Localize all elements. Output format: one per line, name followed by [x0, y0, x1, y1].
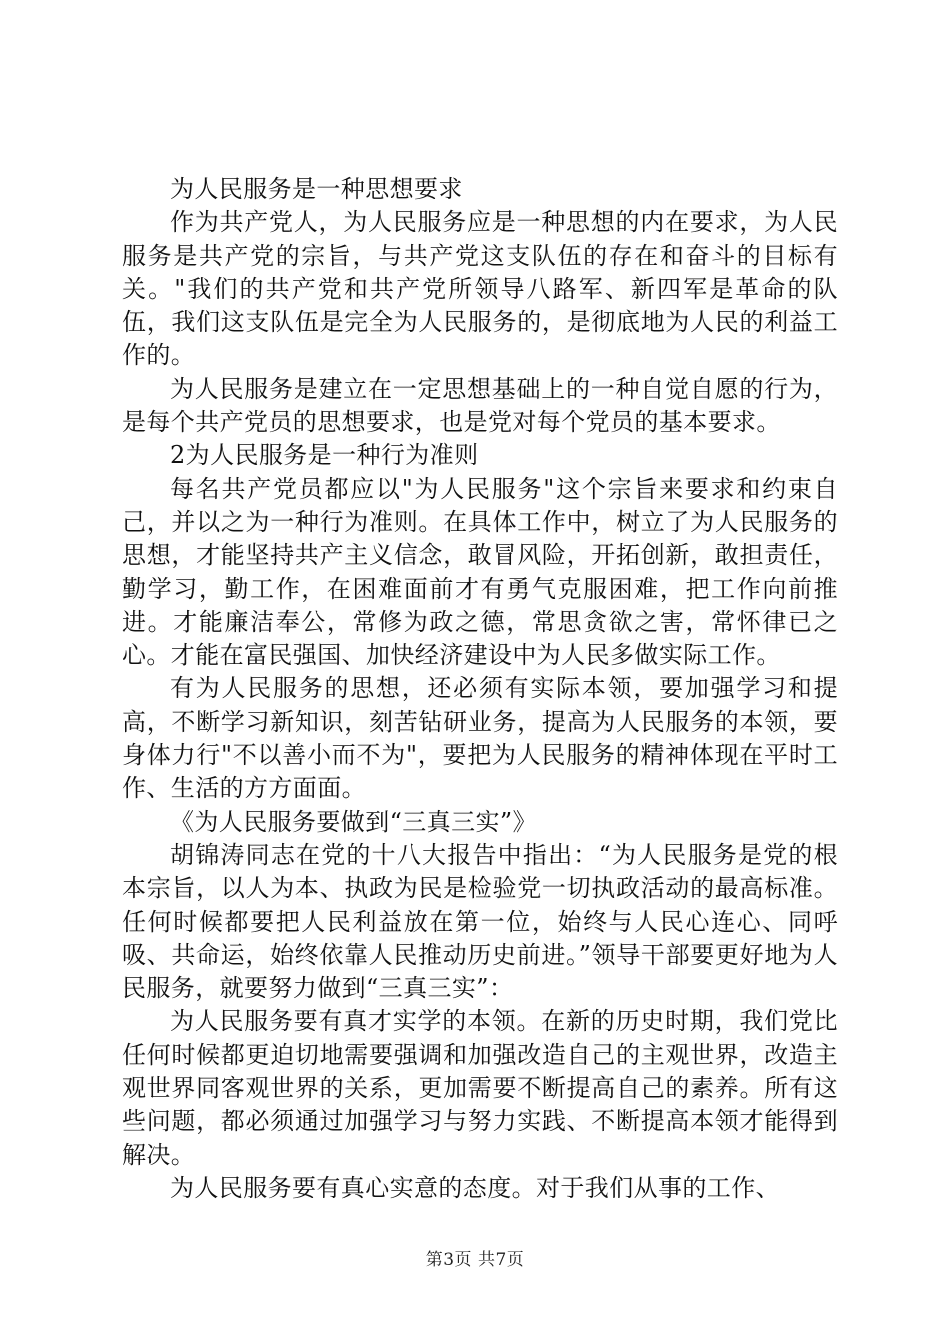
paragraph: 胡锦涛同志在党的十八大报告中指出：“为人民服务是党的根本宗旨，以人为本、执政为民是检验党一切执政活动的最高标准。任何时候都要把人民利益放在第一位，始终与人民心连心、同呼吸、共命运，始终依靠人民推动历史前进。”领导干部要更好地为人民服务，就要努力做到“三真三实”： — [122, 840, 838, 1003]
paragraph: 为人民服务要有真才实学的本领。在新的历史时期，我们党比任何时候都更迫切地需要强调和加强改造自己的主观世界，改造主观世界同客观世界的关系，更加需要不断提高自己的素养。所有这些问题，都必须通过加强学习与努力实践、不断提高本领才能得到解决。 — [122, 1007, 838, 1169]
paragraph: 为人民服务是建立在一定思想基础上的一种自觉自愿的行为，是每个共产党员的思想要求，也是党对每个党员的基本要求。 — [122, 374, 838, 437]
paragraph-heading-three-true-three-real: 《为人民服务要做到“三真三实”》 — [170, 807, 537, 836]
paragraph: 为人民服务要有真心实意的态度。对于我们从事的工作、 — [170, 1173, 780, 1202]
page-number-footer: 第3页 共7页 — [425, 1250, 525, 1270]
paragraph-heading-behavior-rule: 2为人民服务是一种行为准则 — [170, 441, 479, 470]
paragraph: 有为人民服务的思想，还必须有实际本领，要加强学习和提高，不断学习新知识，刻苦钻研业务，提高为人民服务的本领，要身体力行"不以善小而不为"，要把为人民服务的精神体现在平时工作、生活的方方面面。 — [122, 674, 838, 803]
paragraph: 每名共产党员都应以"为人民服务"这个宗旨来要求和约束自己，并以之为一种行为准则。在具体工作中，树立了为人民服务的思想，才能坚持共产主义信念，敢冒风险，开拓创新，敢担责任，勤学习，勤工作，在困难面前才有勇气克服困难，把工作向前推进。才能廉洁奉公，常修为政之德，常思贪欲之害，常怀律已之心。才能在富民强国、加快经济建设中为人民多做实际工作。 — [122, 474, 838, 670]
paragraph-heading-thought-requirement: 为人民服务是一种思想要求 — [170, 175, 463, 203]
paragraph: 作为共产党人，为人民服务应是一种思想的内在要求，为人民服务是共产党的宗旨，与共产党这支队伍的存在和奋斗的目标有关。"我们的共产党和共产党所领导八路军、新四军是革命的队伍，我们这支队伍是完全为人民服务的，是彻底地为人民的利益工作的。 — [122, 208, 838, 370]
document-body — [122, 173, 838, 1205]
